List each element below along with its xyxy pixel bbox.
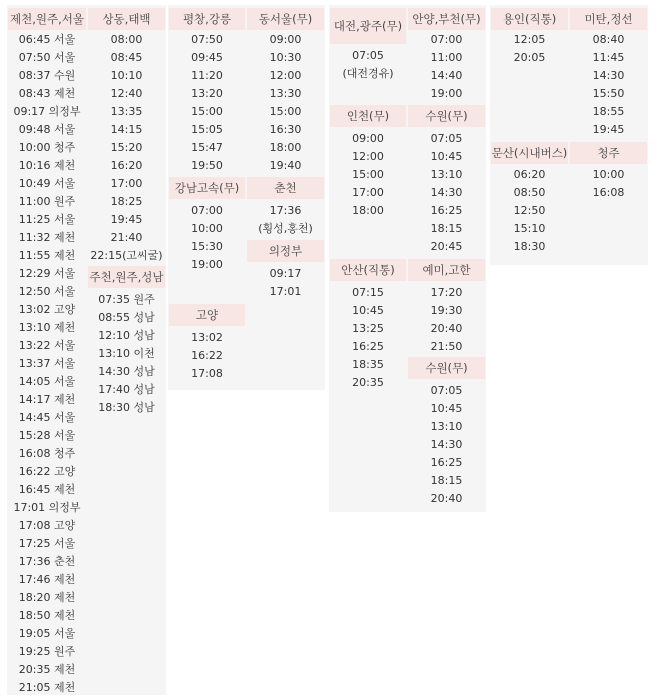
- time-entry: 15:20: [110, 141, 143, 154]
- list-suwon-1: [407, 130, 486, 256]
- time-entry: 17:00: [352, 186, 384, 199]
- time-entry: 21:50: [430, 340, 463, 353]
- time-entry: 19:40: [269, 159, 302, 172]
- time-entry: 20:45: [430, 240, 463, 253]
- header-dongseoul: 동서울(무): [247, 8, 324, 30]
- time-entry: 10:45: [430, 402, 463, 415]
- time-entry: 20:40: [430, 322, 463, 335]
- header-sangdong-taebaek: 상동,태백: [88, 8, 165, 30]
- time-entry: 07:05: [430, 384, 463, 397]
- time-entry: 08:40: [592, 33, 625, 46]
- list-anyang-bucheon: [407, 31, 486, 103]
- header-mitan-jeongseon: 미탄,정선: [570, 8, 647, 30]
- time-entry: 10:30: [269, 51, 302, 64]
- time-entry: 07:50: [191, 33, 223, 46]
- time-entry: 16:22: [191, 349, 223, 362]
- time-entry: 08:55 성남: [98, 311, 155, 324]
- header-jucheon-wonju-seongnam: 주천,원주,성남: [88, 266, 165, 288]
- header-yongin: 용인(직통): [491, 8, 568, 30]
- header-cheongju: 청주: [570, 142, 647, 164]
- list-yemi-gohan: [407, 284, 486, 356]
- time-entry: 18:15: [430, 474, 463, 487]
- list-daejeon-gwangju: [329, 47, 407, 65]
- list-jucheon-wonju-seongnam: [87, 291, 166, 417]
- header-incheon: 인천(무): [330, 105, 406, 127]
- time-entry: 18:35: [352, 358, 384, 371]
- time-entry: 07:00: [430, 33, 463, 46]
- time-entry: 18:25: [110, 195, 143, 208]
- time-entry: 17:08: [191, 367, 223, 380]
- time-entry: 07:05: [352, 49, 384, 62]
- time-entry: 13:35: [110, 105, 143, 118]
- time-entry: 06:20: [513, 168, 546, 181]
- time-entry: 09:17: [269, 267, 302, 280]
- time-entry: 13:02: [191, 331, 223, 344]
- time-entry: 11:00: [430, 51, 463, 64]
- time-entry: 08:50: [513, 186, 546, 199]
- time-entry: 18:50 제천: [18, 609, 76, 622]
- time-entry: 10:00 청주: [18, 141, 76, 154]
- time-entry: 12:50 서울: [18, 285, 76, 298]
- time-entry: 17:46 제천: [18, 573, 76, 586]
- time-entry: 20:40: [430, 492, 463, 505]
- list-suwon-2: [407, 382, 486, 508]
- time-entry: 14:15: [110, 123, 143, 136]
- time-entry: 08:00: [110, 33, 143, 46]
- time-entry: 17:36: [269, 204, 302, 217]
- header-pyeongchang-gangneung: 평창,강릉: [169, 8, 245, 30]
- time-entry: 16:30: [269, 123, 302, 136]
- time-entry: 15:50: [592, 87, 625, 100]
- time-entry: 15:28 서울: [18, 429, 76, 442]
- time-entry: 17:01 의정부: [13, 501, 81, 514]
- time-entry: 12:00: [269, 69, 302, 82]
- time-entry: 18:00: [269, 141, 302, 154]
- time-entry: 19:50: [191, 159, 223, 172]
- time-entry: 14:40: [430, 69, 463, 82]
- header-uijeongbu: 의정부: [247, 240, 324, 262]
- list-incheon: [329, 130, 407, 220]
- time-entry: 17:40 성남: [98, 383, 155, 396]
- list-cheongju: [569, 166, 648, 202]
- header-suwon-1: 수원(무): [408, 105, 485, 127]
- list-sangdong-taebaek: [87, 31, 166, 265]
- time-entry: 15:10: [513, 222, 546, 235]
- time-entry: 12:29 서울: [18, 267, 76, 280]
- time-entry: 16:25: [430, 456, 463, 469]
- time-entry: 11:25 서울: [18, 213, 76, 226]
- header-ansan: 안산(직통): [330, 259, 406, 281]
- time-entry: 17:25 서울: [18, 537, 76, 550]
- list-dongseoul: [246, 31, 325, 175]
- list-ansan: [329, 284, 407, 392]
- time-entry: 14:30: [592, 69, 625, 82]
- time-entry: 15:47: [191, 141, 223, 154]
- header-daejeon-gwangju: 대전,광주(무): [330, 8, 406, 44]
- time-entry: 15:00: [352, 168, 384, 181]
- time-entry: 20:35 제천: [18, 663, 76, 676]
- header-gangnam: 강남고속(무): [169, 177, 245, 199]
- time-entry: 19:00: [430, 87, 463, 100]
- list-jecheon-wonju-seoul: [7, 31, 87, 697]
- time-entry: 19:00: [191, 258, 223, 271]
- time-entry: 13:25: [352, 322, 384, 335]
- time-entry: 15:30: [191, 240, 223, 253]
- list-pyeongchang-gangneung: [168, 31, 246, 175]
- time-entry: 14:30 성남: [98, 365, 155, 378]
- time-entry: 20:35: [352, 376, 384, 389]
- list-mitan-jeongseon: [569, 31, 648, 139]
- time-entry: 08:43 제천: [18, 87, 76, 100]
- time-entry: 12:50: [513, 204, 546, 217]
- time-entry: 10:10: [110, 69, 143, 82]
- time-entry: 14:17 제천: [18, 393, 76, 406]
- note-daejeon-gwangju: (대전경유): [342, 67, 394, 80]
- time-entry: 18:15: [430, 222, 463, 235]
- time-entry: 17:36 춘천: [18, 555, 76, 568]
- time-entry: 14:30: [430, 186, 463, 199]
- time-entry: 18:00: [352, 204, 384, 217]
- time-entry: 14:45 서울: [18, 411, 76, 424]
- time-entry: 09:00: [269, 33, 302, 46]
- time-entry: 08:37 수원: [18, 69, 76, 82]
- time-entry: 07:15: [352, 286, 384, 299]
- time-entry: 16:08: [592, 186, 625, 199]
- time-entry: 12:10 성남: [98, 329, 155, 342]
- list-yongin: [490, 31, 569, 67]
- time-entry: 09:45: [191, 51, 223, 64]
- time-entry: 13:10: [430, 168, 463, 181]
- header-jecheon-wonju-seoul: 제천,원주,서울: [8, 8, 86, 30]
- time-entry: 09:00: [352, 132, 384, 145]
- time-entry: 07:05: [430, 132, 463, 145]
- list-goyang: [168, 329, 246, 383]
- time-entry: 12:00: [352, 150, 384, 163]
- time-entry: 09:17 의정부: [13, 105, 81, 118]
- time-entry: 16:08 청주: [18, 447, 76, 460]
- time-entry: 20:05: [513, 51, 546, 64]
- time-entry: 18:20 제천: [18, 591, 76, 604]
- header-yemi-gohan: 예미,고한: [408, 259, 485, 281]
- time-entry: 10:16 제천: [18, 159, 76, 172]
- time-entry: 17:08 고양: [18, 519, 76, 532]
- time-entry: 12:05: [513, 33, 546, 46]
- time-entry: 19:45: [592, 123, 625, 136]
- time-entry: 13:02 고양: [18, 303, 76, 316]
- time-entry: 10:49 서울: [18, 177, 76, 190]
- list-uijeongbu: [246, 265, 325, 301]
- time-entry: 19:05 서울: [18, 627, 76, 640]
- time-entry: 10:00: [592, 168, 625, 181]
- time-entry: 19:30: [430, 304, 463, 317]
- time-entry: 18:30 성남: [98, 401, 155, 414]
- time-entry: 13:10 이천: [98, 347, 155, 360]
- time-entry: 13:20: [191, 87, 223, 100]
- time-entry: 10:00: [191, 222, 223, 235]
- time-entry: 11:55 제천: [18, 249, 76, 262]
- time-entry: 16:45 제천: [18, 483, 76, 496]
- header-goyang: 고양: [169, 304, 245, 326]
- time-entry: 21:05 제천: [18, 681, 76, 694]
- time-entry: 13:37 서울: [18, 357, 76, 370]
- note-chuncheon: (횡성,홍천): [258, 222, 313, 235]
- time-entry: 16:22 고양: [18, 465, 76, 478]
- time-entry: 14:05 서울: [18, 375, 76, 388]
- time-entry: 07:50 서울: [18, 51, 76, 64]
- list-gangnam: [168, 202, 246, 274]
- time-entry: 13:22 서울: [18, 339, 76, 352]
- time-entry: 15:00: [269, 105, 302, 118]
- time-entry: 16:25: [430, 204, 463, 217]
- time-entry: 12:40: [110, 87, 143, 100]
- time-entry: 07:00: [191, 204, 223, 217]
- time-entry: 11:32 제천: [18, 231, 76, 244]
- time-entry: 10:45: [430, 150, 463, 163]
- time-entry: 07:35 원주: [98, 293, 155, 306]
- time-entry: 14:30: [430, 438, 463, 451]
- time-entry: 13:10: [430, 420, 463, 433]
- header-munsan: 문산(시내버스): [491, 142, 568, 164]
- time-entry: 06:45 서울: [18, 33, 76, 46]
- time-entry: 15:05: [191, 123, 223, 136]
- time-entry: 09:48 서울: [18, 123, 76, 136]
- time-entry: 13:30: [269, 87, 302, 100]
- time-entry: 17:00: [110, 177, 143, 190]
- time-entry: 11:45: [592, 51, 625, 64]
- time-entry: 11:20: [191, 69, 223, 82]
- header-suwon-2: 수원(무): [408, 357, 485, 379]
- time-entry: 22:15(고씨굴): [90, 249, 163, 262]
- time-entry: 08:45: [110, 51, 143, 64]
- time-entry: 15:00: [191, 105, 223, 118]
- time-entry: 17:01: [269, 285, 302, 298]
- time-entry: 21:40: [110, 231, 143, 244]
- time-entry: 11:00 원주: [18, 195, 76, 208]
- list-munsan: [490, 166, 569, 256]
- time-entry: 17:20: [430, 286, 463, 299]
- header-chuncheon: 춘천: [247, 177, 324, 199]
- time-entry: 19:25 원주: [18, 645, 76, 658]
- time-entry: 18:30: [513, 240, 546, 253]
- header-anyang-bucheon: 안양,부천(무): [408, 8, 485, 30]
- time-entry: 16:25: [352, 340, 384, 353]
- time-entry: 19:45: [110, 213, 143, 226]
- time-entry: 18:55: [592, 105, 625, 118]
- list-chuncheon: [246, 202, 325, 220]
- time-entry: 10:45: [352, 304, 384, 317]
- time-entry: 16:20: [110, 159, 143, 172]
- time-entry: 13:10 제천: [18, 321, 76, 334]
